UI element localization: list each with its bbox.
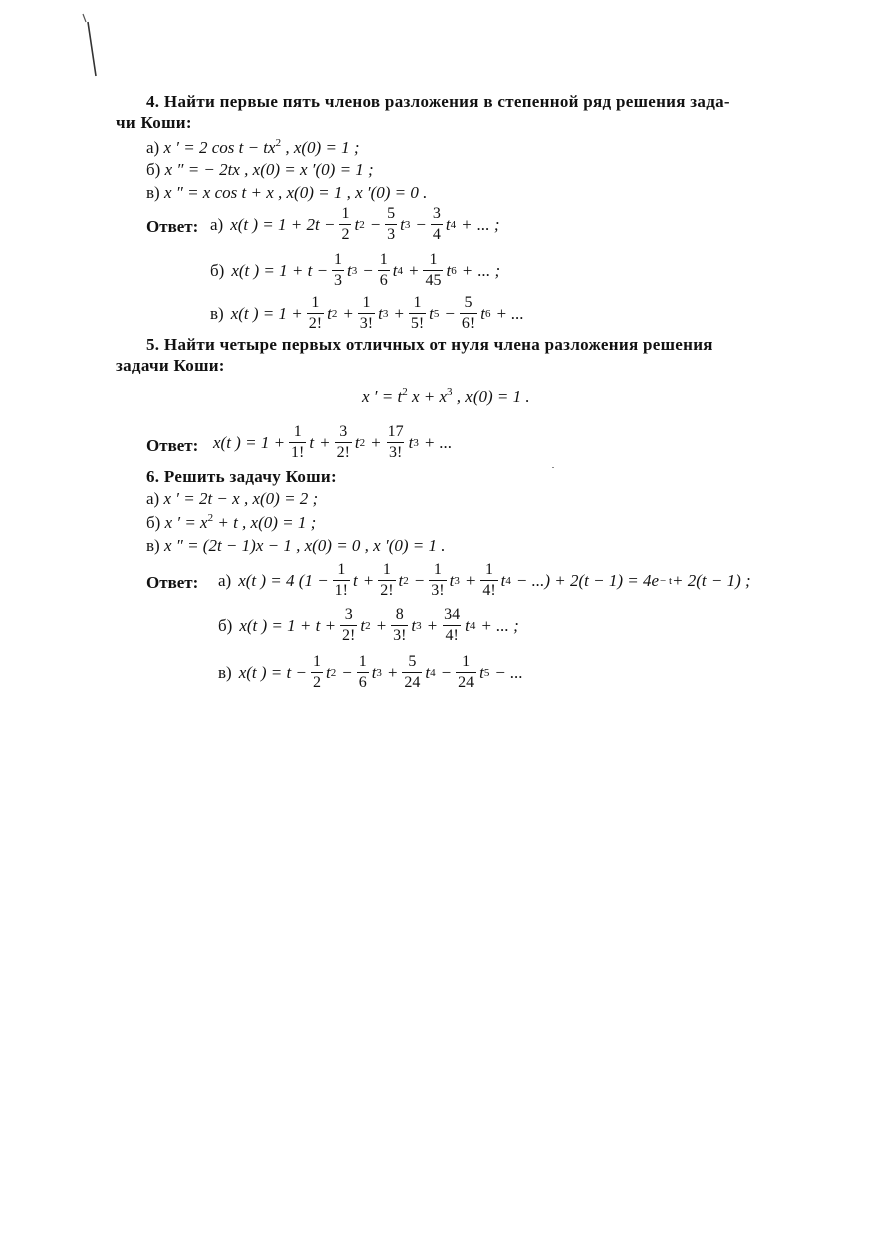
power-base: t [479, 662, 484, 682]
series-coefficient [307, 295, 324, 332]
coefficient-denominator: 2! [308, 315, 323, 332]
series-operator: + ... [423, 432, 453, 452]
coefficient-denominator: 5! [410, 315, 425, 332]
series-operator: + [408, 260, 420, 280]
series-coefficient [423, 252, 443, 289]
answer-item-label: а) [210, 214, 224, 234]
series-start: x(t ) = 1 + 2t − [230, 214, 336, 234]
series-operator: + ... ; [461, 260, 501, 280]
coefficient-denominator: 4! [482, 582, 496, 599]
coefficient-numerator: 1 [433, 561, 442, 578]
series-operator: + [319, 432, 331, 452]
problem-5-answer-label: Ответ: [146, 436, 199, 455]
coefficient-denominator: 2! [380, 582, 394, 599]
coefficient-numerator: 3 [344, 606, 353, 623]
series-operator: − [444, 303, 456, 323]
series-start: x(t ) = 1 + [213, 432, 286, 452]
series-coefficient [311, 654, 323, 691]
coefficient-numerator: 1 [312, 653, 321, 670]
series-coefficient [429, 562, 446, 599]
coefficient-denominator: 1! [291, 444, 305, 461]
series-coefficient [409, 295, 426, 332]
series-start: x(t ) = 1 + [230, 303, 303, 323]
coefficient-numerator: 1 [429, 251, 438, 268]
answer-item-label: в) [210, 303, 224, 323]
problem-4-answer-b: б) x(t ) = 1 + t − $\frac{1}{3}$ t 3 − $\frac{1}{6}$ t 4 + $\frac{1}{45}$ t 6 + ... ; [210, 251, 501, 289]
scan-speck [552, 467, 554, 468]
problem-4-number: 4. [146, 92, 160, 111]
series-start: x(t ) = 4 (1 − [238, 570, 329, 590]
coefficient-numerator: 1 [362, 294, 371, 311]
coefficient-denominator: 3! [359, 315, 374, 332]
coefficient-denominator: 2! [336, 444, 350, 461]
power-base: t [445, 214, 451, 234]
power-base: t [400, 214, 405, 234]
power-base: t [325, 662, 331, 682]
problem-5-number: 5. [146, 335, 160, 354]
series-coefficient [431, 206, 443, 243]
coefficient-numerator: 1 [293, 423, 302, 440]
problem-6-item-c: в) x ″ = (2t − 1)x − 1 , x(0) = 0 , x ′(0) = 1 . [146, 536, 446, 555]
coefficient-denominator: 24 [404, 674, 421, 691]
problem-4-item-c: в) x ″ = x cos t + x , x(0) = 1 , x ′(0) = 0 . [146, 183, 428, 202]
problem-5-text-line2: задачи Коши: [116, 356, 225, 375]
problem-5-equation: x ′ = $t^2$ $x + x^3$ , x(0) = 1 . [362, 386, 530, 406]
answer-item-label: а) [218, 570, 232, 590]
coefficient-numerator: 3 [339, 423, 348, 440]
coefficient-numerator: 17 [387, 423, 404, 440]
problem-5-text-line1: 5. Найти четыре первых отличных от нуля члена разложения решения [146, 335, 713, 354]
series-coefficient [385, 206, 397, 243]
power-base: t [446, 260, 452, 280]
series-coefficient [357, 654, 369, 691]
coefficient-denominator: 6 [358, 674, 367, 691]
problem-6-item-a: а) x ′ = 2t − x , x(0) = 2 ; [146, 489, 319, 508]
coefficient-denominator: 4! [445, 627, 459, 644]
series-operator: + ... ; [461, 214, 500, 234]
coefficient-numerator: 1 [337, 561, 346, 578]
power-base: t [327, 303, 332, 323]
series-coefficient [442, 607, 462, 644]
problem-6-text-line1: 6. Решить задачу Коши: [146, 467, 337, 486]
coefficient-denominator: 6! [461, 315, 476, 332]
series-operator: + [426, 615, 439, 635]
coefficient-denominator: 2 [312, 674, 321, 691]
problem-4-answer-c: в) x(t ) = 1 + $\frac{1}{2!}$ t 2 + $\frac{1}{3!}$ t 3 + $\frac{1}{5!}$ t 5 − $\frac{5}{6!}$ t 6 + ... [210, 294, 524, 332]
coefficient-numerator: 5 [408, 653, 417, 670]
problem-4-item-a: а) x ′ = 2 $\cos t - tx^2$ , x(0) = 1 ; [146, 137, 360, 157]
series-coefficient [339, 206, 351, 243]
series-operator: − ...) + 2(t − 1) = 4e [515, 570, 660, 590]
coefficient-numerator: 3 [432, 205, 441, 222]
coefficient-numerator: 1 [462, 653, 471, 670]
problem-4-answer-label: Ответ: [146, 217, 199, 236]
series-coefficient [378, 252, 390, 289]
series-coefficient [340, 607, 357, 644]
problem-5-answer: x(t ) = 1 + $\frac{1}{1!}$ t + $\frac{3}{2!}$ t 2 + $\frac{17}{3!}$ t 3 + ... [213, 423, 453, 461]
coefficient-denominator: 6 [379, 272, 388, 289]
coefficient-denominator: 24 [458, 674, 475, 691]
margin-stroke-mark [0, 0, 120, 90]
series-operator: + [362, 570, 375, 590]
series-coefficient [289, 424, 306, 461]
power-base: t [309, 432, 315, 452]
series-coefficient [333, 562, 350, 599]
series-coefficient [386, 424, 406, 461]
coefficient-denominator: 3! [393, 627, 407, 644]
series-operator: + [342, 303, 354, 323]
series-operator: + [386, 662, 399, 682]
series-operator: + [393, 303, 405, 323]
power-base: t [480, 303, 485, 323]
series-start: x(t ) = t − [238, 662, 307, 682]
series-coefficient [460, 295, 477, 332]
series-coefficient [456, 654, 476, 691]
series-coefficient [391, 607, 408, 644]
series-operator: − [341, 662, 353, 682]
coefficient-numerator: 1 [379, 251, 388, 268]
coefficient-numerator: 5 [387, 205, 396, 222]
series-start: x(t ) = 1 + t + [239, 615, 337, 635]
coefficient-numerator: 8 [395, 606, 404, 623]
coefficient-numerator: 1 [358, 653, 367, 670]
problem-6-answer-label: Ответ: [146, 573, 199, 592]
series-operator: + ... [495, 303, 524, 323]
series-start: x(t ) = 1 + t − [231, 260, 329, 280]
coefficient-numerator: 1 [382, 561, 391, 578]
power-base: t [354, 214, 360, 234]
series-operator: + [464, 570, 477, 590]
series-operator: + [375, 615, 388, 635]
problem-6-answer-b: б) x(t ) = 1 + t + $\frac{3}{2!}$ t 2 + $\frac{8}{3!}$ t 3 + $\frac{34}{4!}$ t 4 + ... ; [218, 606, 519, 644]
coefficient-numerator: 1 [484, 561, 493, 578]
series-coefficient [335, 424, 352, 461]
coefficient-numerator: 1 [413, 294, 422, 311]
coefficient-denominator: 1! [334, 582, 348, 599]
series-operator: + [370, 432, 382, 452]
coefficient-numerator: 1 [334, 251, 343, 268]
series-coefficient [358, 295, 375, 332]
coefficient-denominator: 3! [431, 582, 445, 599]
problem-4-item-b: б) x ″ = − 2tx , x(0) = x ′(0) = 1 ; [146, 160, 374, 179]
power-base: t [371, 662, 377, 682]
series-coefficient [480, 562, 497, 599]
power-base: t [347, 260, 352, 280]
coefficient-numerator: 1 [311, 294, 320, 311]
power-base: t [465, 615, 470, 635]
power-base: t [425, 662, 431, 682]
power-base: t [398, 570, 404, 590]
problem-6-number: 6. [146, 467, 160, 486]
coefficient-denominator: 45 [425, 272, 442, 289]
problem-6-item-b: б) x ′ = $x^2 + t$ , x(0) = 1 ; [146, 512, 317, 532]
power-base: t [354, 432, 360, 452]
series-coefficient [378, 562, 395, 599]
problem-4-answer-a: а) x(t ) = 1 + 2t − $\frac{1}{2}$ t 2 − $\frac{5}{3}$ t 3 − $\frac{3}{4}$ t 4 + ... ; [210, 205, 500, 243]
problem-4-text-line1: 4. Найти первые пять членов разложения в степенной ряд решения зада- [146, 92, 730, 111]
coefficient-numerator: 5 [464, 294, 473, 311]
coefficient-denominator: 3 [387, 226, 396, 243]
series-operator: − [369, 214, 382, 234]
series-tail: + 2(t − 1) ; [672, 570, 751, 590]
power-base: t [500, 570, 506, 590]
series-coefficient [402, 654, 422, 691]
problem-6-answer-c: в) x(t ) = t − $\frac{1}{2}$ t 2 − $\frac{1}{6}$ t 3 + $\frac{5}{24}$ t 4 − $\frac{1}{24}$ t 5 − ... [218, 653, 523, 691]
power-base: t [411, 615, 417, 635]
coefficient-denominator: 3! [388, 444, 403, 461]
power-base: t [353, 570, 358, 590]
power-base: t [378, 303, 383, 323]
series-operator: − [413, 570, 426, 590]
power-base: t [360, 615, 366, 635]
answer-item-label: б) [218, 615, 233, 635]
coefficient-numerator: 1 [341, 205, 350, 222]
series-coefficient [332, 252, 344, 289]
power-base: t [408, 432, 414, 452]
series-operator: + ... ; [480, 615, 519, 635]
power-base: t [429, 303, 434, 323]
series-operator: − ... [494, 662, 523, 682]
answer-item-label: в) [218, 662, 232, 682]
power-base: t [392, 260, 398, 280]
series-operator: − [440, 662, 453, 682]
problem-4-text-line2: чи Коши: [116, 113, 192, 132]
coefficient-denominator: 2! [342, 627, 356, 644]
coefficient-denominator: 3 [334, 272, 343, 289]
coefficient-denominator: 4 [432, 226, 441, 243]
answer-item-label: б) [210, 260, 225, 280]
power-base: t [449, 570, 455, 590]
coefficient-denominator: 2 [341, 226, 350, 243]
problem-6-answer-a: а) x(t ) = 4 (1 − $\frac{1}{1!}$ t + $\frac{1}{2!}$ t 2 − $\frac{1}{3!}$ t 3 + $\frac{1}{4!}$ t 4 − ...) + 2(t − 1) = 4e − t + 2(t − 1) ; [218, 561, 751, 599]
series-operator: − [362, 260, 374, 280]
coefficient-numerator: 34 [444, 606, 461, 623]
series-operator: − [415, 214, 427, 234]
